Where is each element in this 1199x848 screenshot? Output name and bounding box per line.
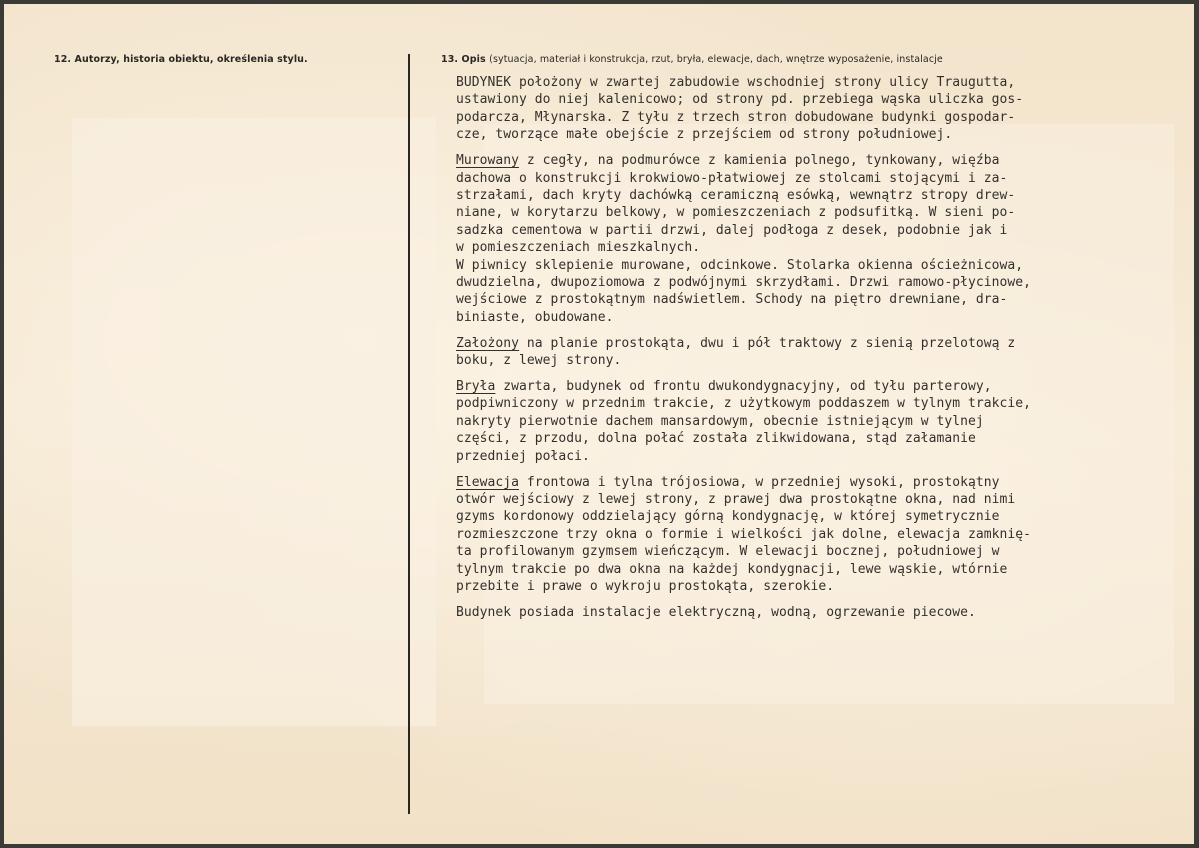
paragraph-plan bbox=[456, 335, 1186, 370]
text-line: biniaste, obudowane. bbox=[456, 309, 614, 325]
text-line: rozmieszczone trzy okna o formie i wielkości jak dolne, elewacja zamknię- bbox=[456, 526, 1031, 542]
text-line bbox=[456, 474, 1186, 491]
text-fragment: z cegły, na podmurówce z kamienia polnego, tynkowany, więźba bbox=[519, 153, 1000, 169]
text-line: otwór wejściowy z lewej strony, z prawej dwa prostokątne okna, nad nimi bbox=[456, 491, 1016, 507]
text-line bbox=[456, 335, 1186, 352]
text-line: ustawiony do niej kalenicowo; od strony pd. przebiega wąska uliczka gos- bbox=[456, 92, 1024, 108]
text-line: cze, tworzące małe obejście z przejściem od strony południowej. bbox=[456, 127, 953, 143]
text-line: nakryty pierwotnie dachem mansardowym, obecnie istniejącym w tylnej bbox=[456, 413, 984, 429]
text-line: W piwnicy sklepienie murowane, odcinkowe. Stolarka okienna ościeżnicowa, bbox=[456, 257, 1024, 273]
text-line: w pomieszczeniach mieszkalnych. bbox=[456, 240, 701, 256]
description-text bbox=[456, 74, 1186, 630]
text-line bbox=[456, 152, 1186, 169]
section-13-heading bbox=[441, 54, 943, 65]
text-line: gzyms kordonowy oddzielający górną kondygnację, w której symetrycznie bbox=[456, 509, 1000, 525]
text-line: dachowa o konstrukcji krokwiowo-płatwiowej ze stolcami stojącymi i za- bbox=[456, 170, 1008, 186]
paragraph-construction bbox=[456, 152, 1186, 326]
text-line: sadzka cementowa w partii drzwi, dalej podłoga z desek, podobnie jak i bbox=[456, 222, 1008, 238]
text-line: strzałami, dach kryty dachówką ceramiczną esówką, wewnątrz stropy drew- bbox=[456, 187, 1016, 203]
section-12-heading: 12. Autorzy, historia obiektu, określenia stylu. bbox=[54, 54, 308, 65]
paragraph-massing bbox=[456, 378, 1186, 465]
text-line: BUDYNEK położony w zwartej zabudowie wschodniej strony ulicy Traugutta, bbox=[456, 75, 1016, 90]
section-13-subtitle: (sytuacja, materiał i konstrukcja, rzut, bryła, elewacje, dach, wnętrze wyposażenie, instalacje bbox=[489, 54, 943, 65]
section-13-title: 13. Opis bbox=[441, 54, 486, 65]
text-line: tylnym trakcie po dwa okna na każdej kondygnacji, lewe wąskie, wtórnie bbox=[456, 561, 1008, 577]
keyword-bryla: Bryła bbox=[456, 379, 496, 394]
paragraph-installations bbox=[456, 604, 1186, 621]
text-line: części, z przodu, dolna połać została zlikwidowana, stąd załamanie bbox=[456, 431, 976, 447]
text-line bbox=[456, 378, 1186, 395]
keyword-elewacja: Elewacja bbox=[456, 474, 520, 490]
left-paper-area bbox=[72, 118, 436, 726]
text-line: niane, w korytarzu belkowy, w pomieszczeniach z podsufitką. W sieni po- bbox=[456, 205, 1016, 221]
keyword-murowany: Murowany bbox=[456, 153, 520, 169]
text-fragment: zwarta, budynek od frontu dwukondygnacyjny, od tyłu parterowy, bbox=[495, 379, 992, 394]
document-sheet bbox=[4, 4, 1194, 844]
text-line: wejściowe z prostokątnym nadświetlem. Schody na piętro drewniane, dra- bbox=[456, 292, 1008, 308]
column-divider bbox=[408, 54, 410, 814]
paragraph-elevation bbox=[456, 474, 1186, 596]
text-line: Budynek posiada instalacje elektryczną, wodną, ogrzewanie piecowe. bbox=[456, 604, 976, 620]
keyword-zalozony: Założony bbox=[456, 335, 520, 351]
text-line: przedniej połaci. bbox=[456, 448, 590, 464]
text-line: podpiwniczony w przednim trakcie, z użytkowym poddaszem w tylnym trakcie, bbox=[456, 396, 1031, 412]
text-fragment: na planie prostokąta, dwu i pół traktowy z sienią przelotową z bbox=[519, 335, 1016, 351]
text-line: ta profilowanym gzymsem wieńczącym. W elewacji bocznej, południowej w bbox=[456, 544, 1000, 560]
text-line: podarcza, Młynarska. Z tyłu z trzech stron dobudowane budynki gospodar- bbox=[456, 109, 1016, 125]
text-line: przebite i prawe o wykroju prostokąta, szerokie. bbox=[456, 578, 835, 594]
text-line: dwudzielna, dwupoziomowa z podwójnymi skrzydłami. Drzwi ramowo-płycinowe, bbox=[456, 274, 1031, 290]
text-fragment: frontowa i tylna trójosiowa, w przedniej wysoki, prostokątny bbox=[519, 474, 1000, 490]
paragraph-location bbox=[456, 74, 1186, 144]
text-line: boku, z lewej strony. bbox=[456, 353, 622, 369]
